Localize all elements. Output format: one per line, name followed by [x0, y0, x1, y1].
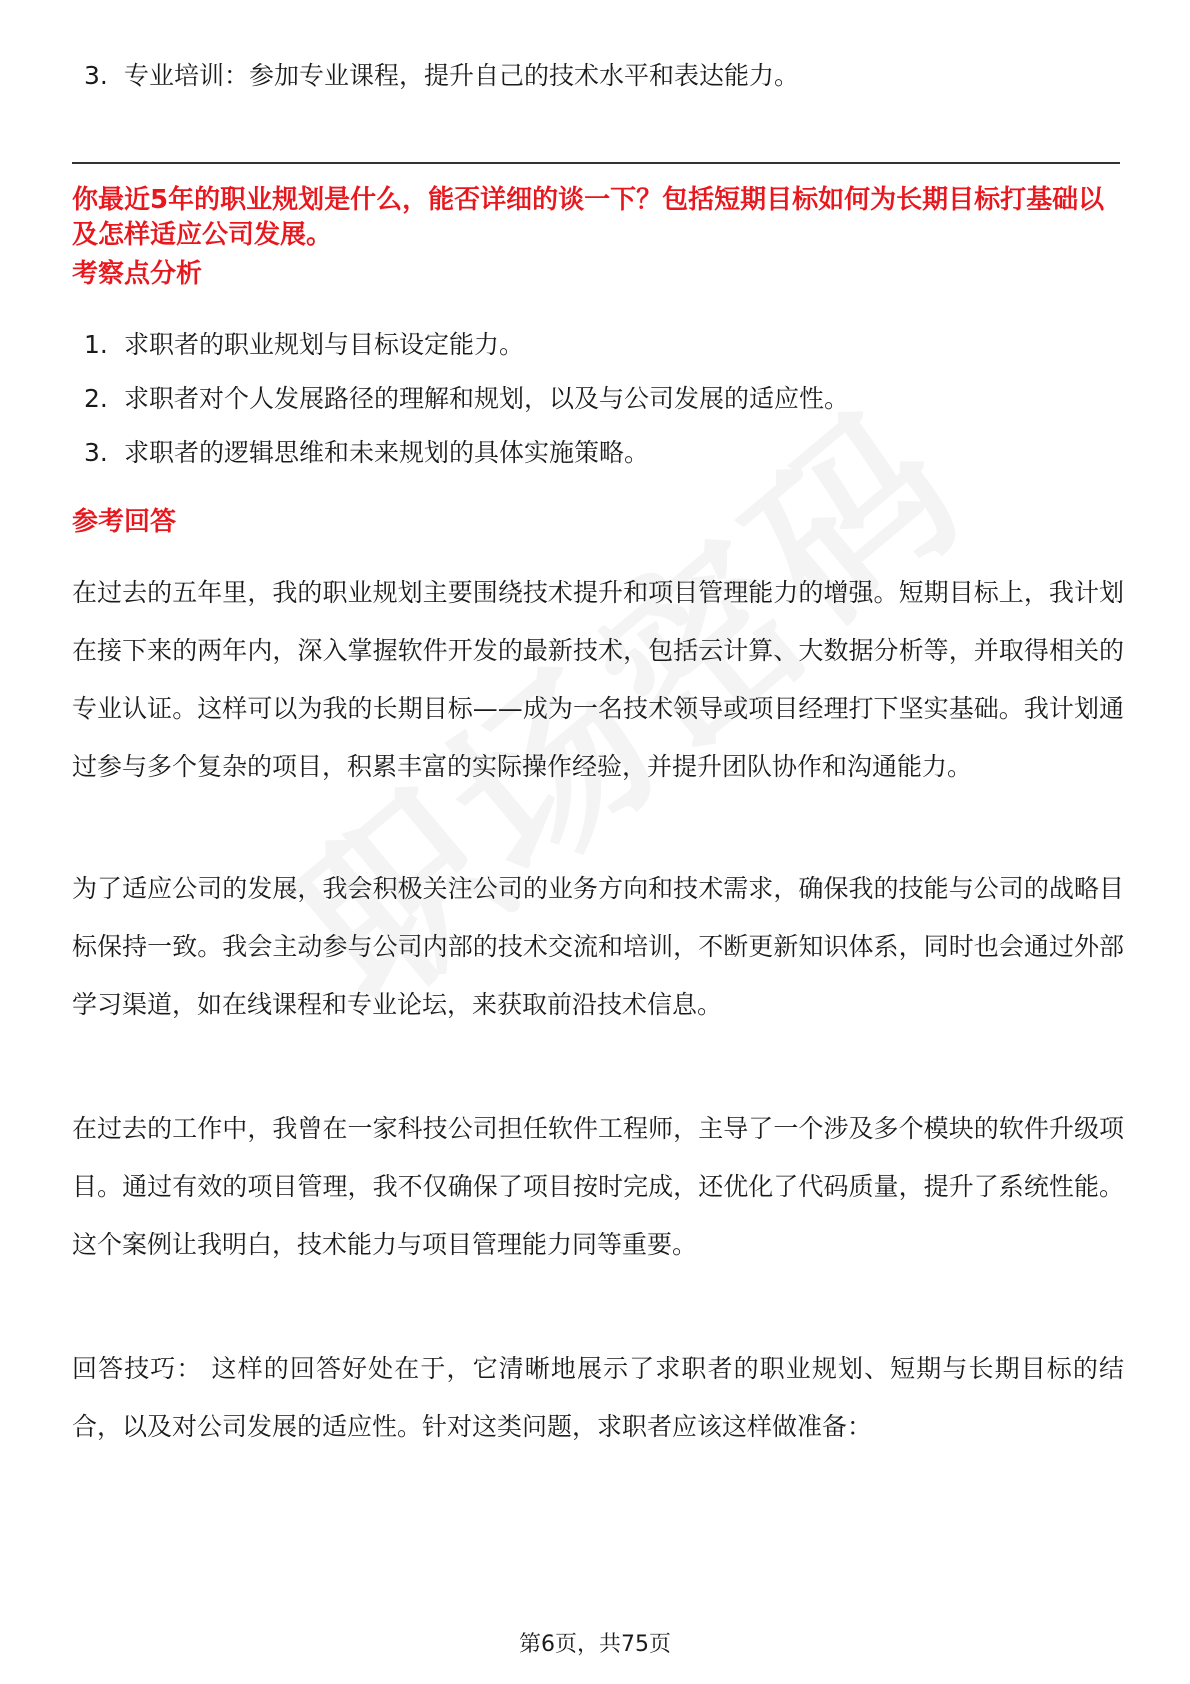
question-title: 你最近5年的职业规划是什么，能否详细的谈一下？包括短期目标如何为长期目标打基础以及怎样适应公司发展。 — [72, 185, 1105, 250]
list-text: 求职者对个人发展路径的理解和规划，以及与公司发展的适应性。 — [124, 384, 850, 413]
list-item — [84, 436, 649, 470]
list-item — [84, 382, 849, 416]
answer-paragraph: 在过去的工作中，我曾在一家科技公司担任软件工程师，主导了一个涉及多个模块的软件升级项目。通过有效的项目管理，我不仅确保了项目按时完成，还优化了代码质量，提升了系统性能。这个案例让我明白，技术能力与项目管理能力同等重要。 — [72, 1114, 1124, 1259]
list-number: 1. — [84, 330, 108, 359]
list-number: 3. — [84, 61, 108, 90]
list-number: 3. — [84, 438, 108, 467]
analysis-heading: 考察点分析 — [72, 259, 203, 289]
list-text: 专业培训：参加专业课程，提升自己的技术水平和表达能力。 — [124, 61, 800, 90]
list-item — [84, 59, 799, 93]
list-item — [84, 328, 524, 362]
answer-paragraph: 在过去的五年里，我的职业规划主要围绕技术提升和项目管理能力的增强。短期目标上，我计划在接下来的两年内，深入掌握软件开发的最新技术，包括云计算、大数据分析等，并取得相关的专业认证。这样可以为我的长期目标——成为一名技术领导或项目经理打下坚实基础。我计划通过参与多个复杂的项目，积累丰富的实际操作经验，并提升团队协作和沟通能力。 — [72, 578, 1124, 781]
divider — [72, 162, 1120, 164]
list-text: 求职者的职业规划与目标设定能力。 — [124, 330, 525, 359]
answer-tips-paragraph: 回答技巧： 这样的回答好处在于，它清晰地展示了求职者的职业规划、短期与长期目标的结合，以及对公司发展的适应性。针对这类问题，求职者应该这样做准备： — [72, 1354, 1124, 1441]
list-number: 2. — [84, 384, 108, 413]
answer-paragraph: 为了适应公司的发展，我会积极关注公司的业务方向和技术需求，确保我的技能与公司的战略目标保持一致。我会主动参与公司内部的技术交流和培训，不断更新知识体系，同时也会通过外部学习渠道，如在线课程和专业论坛，来获取前沿技术信息。 — [72, 874, 1124, 1019]
list-text: 求职者的逻辑思维和未来规划的具体实施策略。 — [124, 438, 650, 467]
page-footer: 第6页，共75页 — [519, 1632, 671, 1657]
answer-heading: 参考回答 — [72, 507, 177, 537]
